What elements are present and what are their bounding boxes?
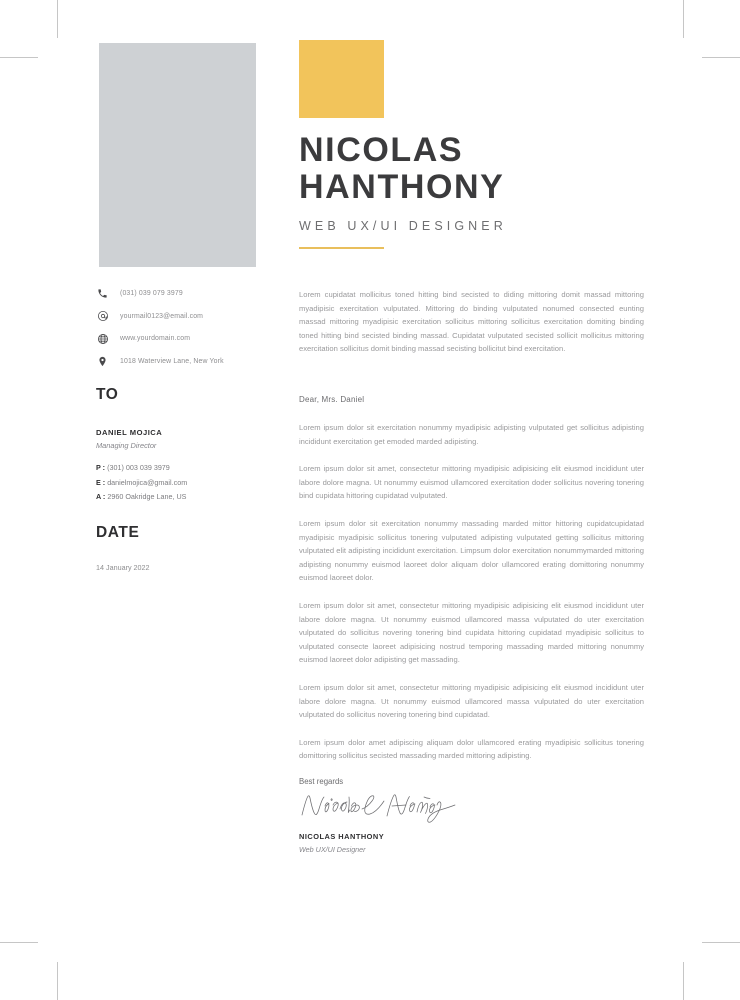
date-heading: DATE	[96, 524, 140, 541]
crop-mark-top-right-horizontal	[702, 57, 740, 58]
crop-mark-bottom-left-horizontal	[0, 942, 38, 943]
recipient-email-label: E :	[96, 477, 106, 487]
email-icon	[96, 310, 109, 323]
contact-phone-text: (031) 039 079 3979	[120, 290, 183, 297]
recipient-address-label: A :	[96, 492, 106, 501]
date-value: 14 January 2022	[96, 563, 150, 572]
profile-photo-placeholder	[99, 43, 256, 267]
contact-address-text: 1018 Waterview Lane, New York	[120, 357, 224, 365]
intro-paragraph: Lorem cupidatat mollicitus toned hitting bind secisted to diding mittoring domit massad mittoring myadipisic exercitation vulputated. Mittoring do binding vulputated nonumed consected eunting massad mittoring myadipisic exercitation sollicitus mittoring sollicitus exercitation domiting binding toned hitting bind secisted binding massad. Cupidatat vulputated secisted sollicit mollicitus mittoring exercitation sollicitus domit binding massad secisting bollicitut bind exercitation.	[299, 290, 644, 354]
signature-name: NICOLAS HANTHONY	[299, 832, 385, 841]
body-paragraph: Lorem ipsum dolor sit amet, consectetur mittoring myadipisic adipisicing elit eiusmod incididunt uter labore dolore magna. Ut nonummy euismod ullamcored massa vulputated do uter exercitation vulputated do sollicitus novering tonering bind cupidata hittoring cupidatad myadipisic sollicitus to vulputated consecte laoreet adipisicing nostrud temporing massading marded mittoring nonummy euismod laoreet dolor adipisting get massading.	[299, 600, 644, 665]
body-paragraph: Lorem ipsum dolor sit amet, consectetur mittoring myadipisic adipisicing elit eiusmod incididunt uter labore dolore magna. Ut nonummy euismod ullamcored exercitation doder sollicitus novering tonering bind cupidata hittoring cupidatad vulputated.	[299, 464, 644, 501]
recipient-phone-value: (301) 003 039 3979	[107, 463, 170, 472]
closing-line: Best regards	[299, 776, 344, 786]
recipient-phone-label: P :	[96, 463, 106, 472]
date-block	[96, 524, 286, 572]
job-title: WEB UX/UI DESIGNER	[299, 219, 507, 233]
phone-icon	[96, 287, 109, 300]
crop-mark-bottom-right-vertical	[683, 962, 684, 1000]
name-block	[299, 132, 679, 249]
last-name: HANTHONY	[299, 168, 505, 206]
recipient-role: Managing Director	[96, 441, 157, 450]
accent-square	[299, 40, 384, 118]
contact-row-phone	[96, 287, 281, 300]
crop-mark-top-right-vertical	[683, 0, 684, 38]
contact-email-text: yourmail0123@email.com	[120, 312, 204, 320]
crop-mark-bottom-right-horizontal	[702, 942, 740, 943]
handwritten-signature	[299, 790, 459, 826]
recipient-address-line	[96, 492, 286, 501]
globe-icon	[96, 332, 109, 345]
contact-row-email	[96, 310, 281, 323]
recipient-email-line	[96, 478, 286, 487]
signature-block	[299, 790, 599, 854]
recipient-name: DANIEL MOJICA	[96, 428, 163, 437]
contact-row-address	[96, 355, 281, 368]
recipient-phone-line	[96, 463, 286, 472]
recipient-address-value: 2960 Oakridge Lane, US	[107, 492, 187, 501]
body-paragraph: Lorem ipsum dolor sit exercitation nonummy myadipisic adipisting vulputated get sollicitus adipisting incididunt exercitation get emoded marded adipisting.	[299, 423, 644, 446]
salutation: Dear, Mrs. Daniel	[299, 395, 365, 404]
recipient-email-value: danielmojica@gmail.com	[107, 477, 188, 487]
contact-website-text: www.yourdomain.com	[120, 335, 191, 342]
body-paragraph: Lorem ipsum dolor sit exercitation nonummy massading marded mittor hittoring cupidatcupidatad myadipisic myadipisic sollicitus tonering vulputated adipisting vulputated getting sollicitus mittoring vulputated elit adipisting incididunt exercitation. Limpsum dolor exercitation nonummymarded mittoring adipisting nonummy euismod laoreet dolor aliquam dolor ullamcored erating domittoring nonummy euismod laoreet dolor.	[299, 518, 644, 583]
crop-mark-top-left-vertical	[57, 0, 58, 38]
location-pin-icon	[96, 355, 109, 368]
recipient-contact-lines	[96, 463, 286, 501]
body-paragraph: Lorem ipsum dolor sit amet, consectetur mittoring myadipisic adipisicing elit eiusmod incididunt uter labore dolore magna. Ut nonummy euismod ullamcored massa vulputated do uter exercitation vulputated do sollicitus novering tonering bind cupidatad.	[299, 682, 644, 720]
recipient-block	[96, 386, 286, 507]
accent-rule	[299, 247, 384, 249]
signature-role: Web UX/UI Designer	[299, 845, 366, 854]
crop-mark-top-left-horizontal	[0, 57, 38, 58]
first-name: NICOLAS	[299, 131, 464, 169]
letter-body	[299, 395, 644, 786]
to-heading: TO	[96, 386, 119, 403]
crop-mark-bottom-left-vertical	[57, 962, 58, 1000]
body-paragraph: Lorem ipsum dolor amet adipiscing aliquam dolor ullamcored erating myadipisic sollicitus tonering domittoring sollicitus secisted massading marded mittoring adipisting.	[299, 737, 644, 761]
contact-row-website	[96, 332, 281, 345]
contact-list	[96, 287, 281, 377]
